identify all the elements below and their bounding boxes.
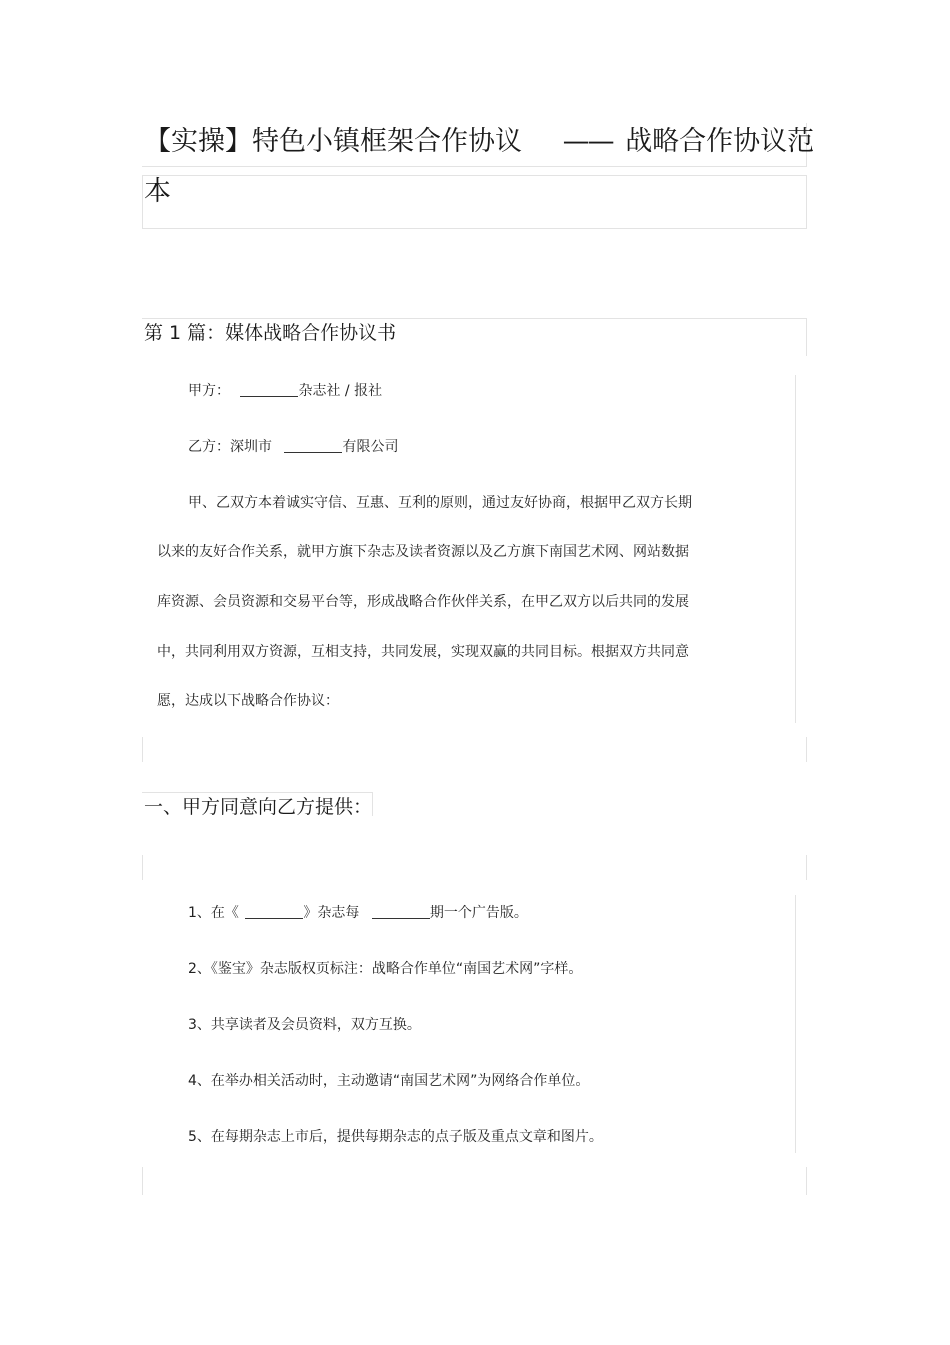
list-item-3: 3、共享读者及会员资料，双方互换。 bbox=[188, 1017, 421, 1033]
list-item-4: 4、在举办相关活动时，主动邀请“南国艺术网”为网络合作单位。 bbox=[188, 1073, 590, 1089]
party-a-label: 甲方： bbox=[188, 383, 230, 399]
list-frame-right bbox=[795, 895, 796, 1153]
body-frame-right bbox=[795, 375, 796, 723]
party-b-blank bbox=[284, 438, 342, 453]
spacer3-frame-right bbox=[806, 1167, 807, 1195]
spacer-frame-right bbox=[806, 737, 807, 762]
intro-line-1: 甲、乙双方本着诚实守信、互惠、互利的原则，通过友好协商，根据甲乙双方长期 bbox=[188, 495, 692, 511]
intro-line-2: 以来的友好合作关系，就甲方旗下杂志及读者资源以及乙方旗下南国艺术网、网站数据 bbox=[157, 544, 689, 560]
party-b-suffix: 有限公司 bbox=[342, 439, 399, 455]
party-b-label: 乙方：深圳市 bbox=[188, 439, 272, 455]
item1-blank-issue bbox=[372, 904, 430, 919]
item1-suffix: 期一个广告版。 bbox=[429, 905, 528, 921]
intro-line-5: 愿，达成以下战略合作协议： bbox=[157, 693, 339, 709]
title-dash: —— bbox=[562, 126, 613, 157]
spacer3-frame-left bbox=[142, 1167, 143, 1195]
list-item-1 bbox=[188, 903, 528, 923]
document-title-line1 bbox=[144, 125, 814, 159]
title-frame-line2 bbox=[142, 175, 807, 229]
list-item-5: 5、在每期杂志上市后，提供每期杂志的点子版及重点文章和图片。 bbox=[188, 1129, 603, 1145]
intro-line-4: 中，共同利用双方资源，互相支持，共同发展，实现双赢的共同目标。根据双方共同意 bbox=[157, 644, 689, 660]
party-a-blank bbox=[240, 382, 298, 397]
list-item-2: 2、《鉴宝》杂志版权页标注：战略合作单位“南国艺术网”字样。 bbox=[188, 961, 583, 977]
subheading-frame-top bbox=[142, 792, 372, 793]
party-b-line bbox=[188, 437, 398, 457]
subheading-frame-right bbox=[372, 792, 373, 816]
spacer2-frame-left bbox=[142, 855, 143, 880]
title-sub: 战略合作协议范 bbox=[625, 126, 815, 157]
intro-line-3: 库资源、会员资源和交易平台等，形成战略合作伙伴关系，在甲乙双方以后共同的发展 bbox=[157, 594, 689, 610]
item1-middle: 》杂志每 bbox=[303, 905, 360, 921]
item1-blank-magazine bbox=[245, 904, 303, 919]
title-main: 【实操】特色小镇框架合作协议 bbox=[144, 126, 522, 157]
spacer-frame-left bbox=[142, 737, 143, 762]
party-a-suffix: 杂志社 / 报社 bbox=[298, 383, 383, 399]
document-title-line2: 本 bbox=[144, 176, 171, 207]
item1-prefix: 1、在《 bbox=[188, 905, 239, 921]
section-heading-1: 第 1 篇：媒体战略合作协议书 bbox=[144, 322, 397, 344]
section-heading-2: 一、甲方同意向乙方提供： bbox=[144, 796, 373, 818]
spacer2-frame-right bbox=[806, 855, 807, 880]
party-a-line bbox=[188, 381, 382, 401]
